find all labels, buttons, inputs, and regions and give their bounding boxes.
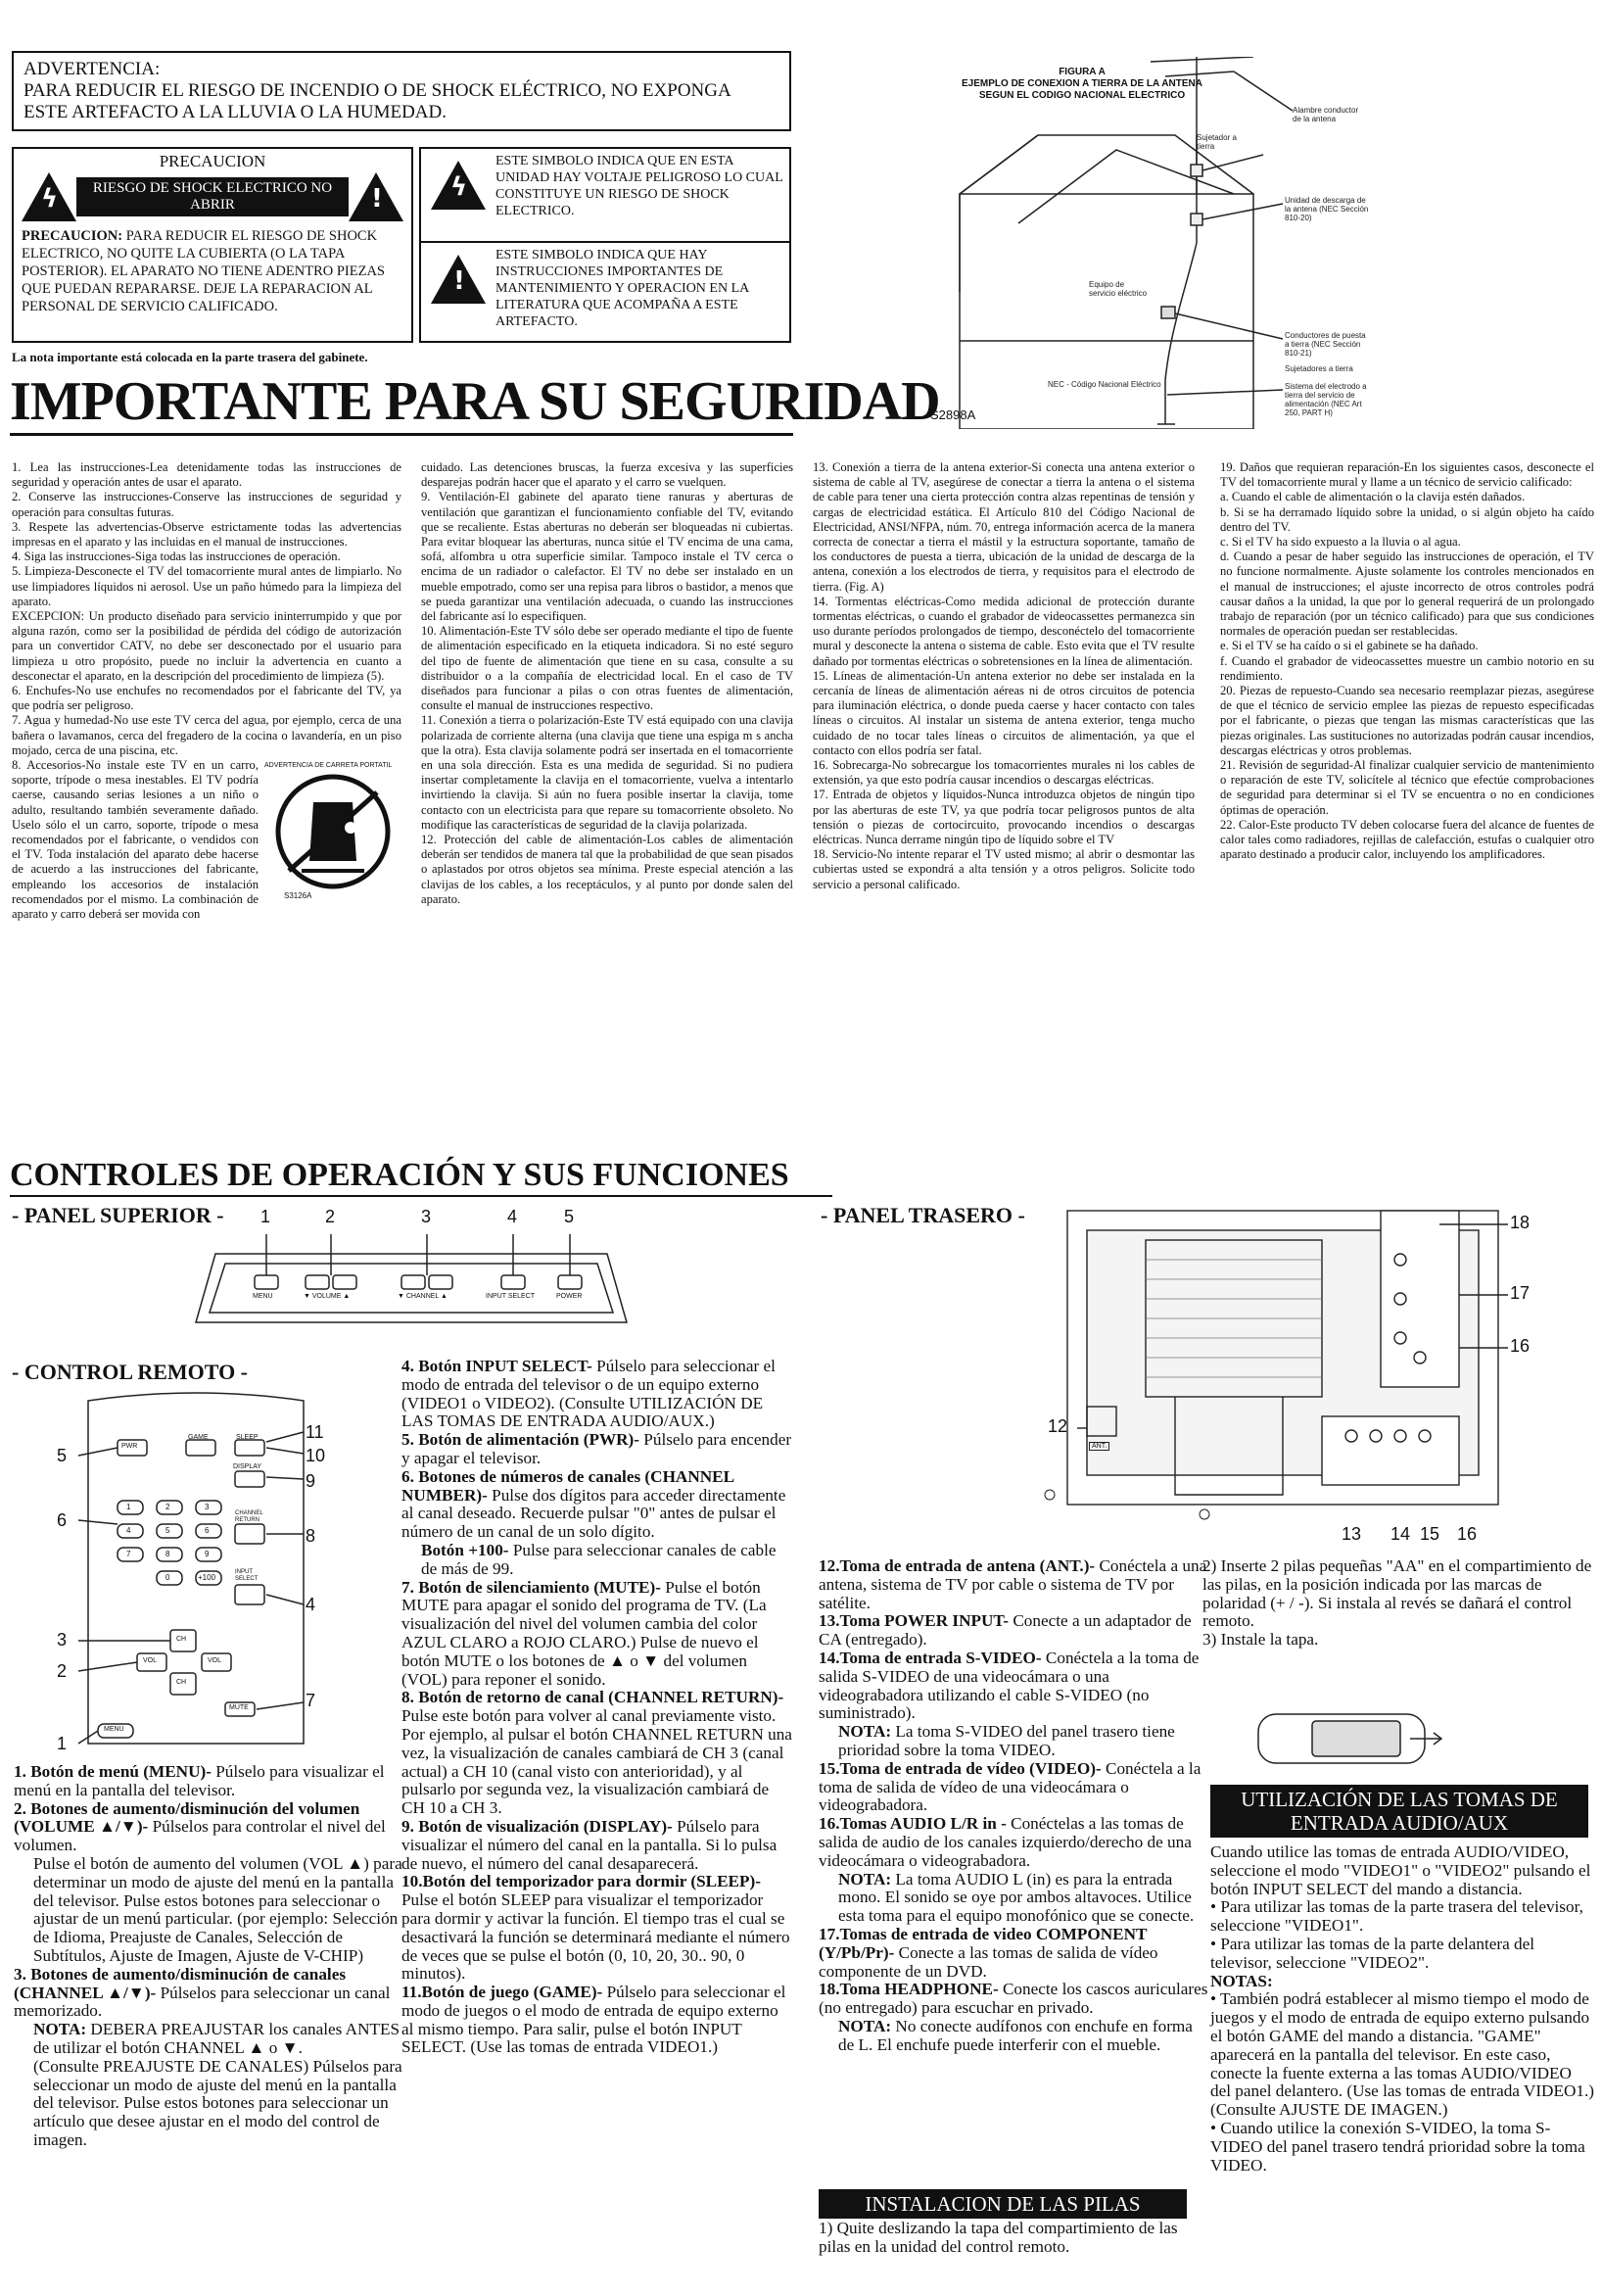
precaution-banner-row: [22, 172, 403, 221]
list-item: 12.Toma de entrada de antena (ANT.)- Conéctela a una antena, sistema de TV por cable o sistema de TV por satélite.: [819, 1556, 1207, 1612]
rear-callout-14: 14: [1390, 1524, 1411, 1544]
list-item: 11.Botón de juego (GAME)- Púlselo para seleccionar el modo de juegos o el modo de entrada de equipo externo al mismo tiempo. Para salir, pulse el botón INPUT SELECT. (Use las tomas de entrada VIDEO1.): [401, 1983, 786, 2057]
safety-item: cuidado. Las detenciones bruscas, la fuerza excesiva y las superficies desparejas podrán hacer que el aparato y el carro se vuelquen.: [421, 460, 793, 490]
safety-item: 2. Conserve las instrucciones-Conserve las instrucciones de seguridad y operación para consultas futuras.: [12, 490, 401, 519]
precaution-banner: RIESGO DE SHOCK ELECTRICO NO ABRIR: [76, 177, 349, 216]
remote-btn-pwr[interactable]: PWR: [121, 1443, 138, 1450]
battery-install-heading: INSTALACION DE LAS PILAS: [819, 2189, 1187, 2219]
battery-cover-drawing: [1253, 1709, 1449, 1768]
warning-line-1: PARA REDUCIR EL RIESGO DE INCENDIO O DE SHOCK ELÉCTRICO, NO EXPONGA: [24, 80, 731, 101]
list-item: 2. Botones de aumento/disminución del volumen (VOLUME ▲/▼)- Púlselos para controlar el nivel del volumen.: [14, 1798, 386, 1855]
av-note-1: • También podrá establecer al mismo tiempo el modo de juegos y el modo de entrada de equipo externo pulsando el botón GAME del mando a distancia. "GAME" aparecerá en la pantalla del televisor. En este caso, conecte la fuente externa a las tomas AUDIO/VIDEO del panel delantero. (Use las tomas de entrada VIDEO1.) (Consulte AJUSTE DE IMAGEN.): [1210, 1989, 1594, 2120]
cart-warning-code: S3126A: [284, 890, 312, 900]
exclamation-symbol-icon: !: [431, 255, 486, 304]
figure-caption-line2: EJEMPLO DE CONEXION A TIERRA DE LA ANTENA: [962, 78, 1202, 89]
remote-diagram: [39, 1391, 362, 1753]
safety-item: EXCEPCION: Un producto diseñado para servicio ininterrumpido y que por alguna razón, como ser la posibilidad de pérdida del código de autorización para un convertidor CATV, no debe ser desconectado por el usuario para limpieza u otro propósito, puede no incluir la advertencia en cuanto a desconectar el aparato, en la descripción del procedimiento de limpieza (5).: [12, 609, 401, 683]
label-grounding-conductors: Conductores de puesta a tierra (NEC Sección 810-21): [1285, 331, 1366, 358]
remote-callout-3: 3: [57, 1630, 68, 1650]
remote-callout-9: 9: [306, 1471, 316, 1491]
remote-functions-list-b: [401, 1358, 793, 2057]
list-item: NOTA: La toma S-VIDEO del panel trasero tiene prioridad sobre la toma VIDEO.: [838, 1722, 1175, 1759]
remote-callout-4: 4: [306, 1595, 316, 1614]
list-item: Botón +100- Pulse para seleccionar canales de cable de más de 99.: [421, 1540, 777, 1578]
list-item: 15.Toma de entrada de vídeo (VIDEO)- Conéctela a la toma de salida de vídeo de una videocámara o videograbadora.: [819, 1758, 1202, 1815]
top-panel-label-input: INPUT SELECT: [486, 1293, 536, 1300]
safety-item: 14. Tormentas eléctricas-Como medida adicional de protección durante tormentas eléctricas, o cuando el grabador de videocassettes permanezca sin uso durante períodos prolongados de tiempo, desconéctelo del tomacorriente mural y desconecte la antena o sistema de cable. Esto evita que el TV resulte dañado por tormentas eléctricas o sobretensiones en la línea de alimentación.: [813, 594, 1195, 668]
cart-tipping-icon: [274, 773, 392, 890]
remote-callout-5: 5: [57, 1446, 68, 1465]
top-panel-number-4: 4: [507, 1207, 518, 1226]
precaution-title: PRECAUCION: [159, 152, 266, 170]
list-item: 14.Toma de entrada S-VIDEO- Conéctela a la toma de salida S-VIDEO de una videocámara o una videograbadora utilizando el cable S-VIDEO (no suministrado).: [819, 1648, 1200, 1723]
safety-item: 6. Enchufes-No use enchufes no recomendados por el fabricante del TV, ya que podría ser peligroso.: [12, 684, 401, 713]
top-panel-diagram: [186, 1195, 636, 1332]
top-panel-number-1: 1: [260, 1207, 271, 1226]
top-panel-number-3: 3: [421, 1207, 432, 1226]
lightning-symbol-icon: ϟ: [431, 161, 486, 210]
remote-callout-10: 10: [306, 1446, 326, 1465]
safety-item: 22. Calor-Este producto TV deben colocarse fuera del alcance de fuentes de calor tales como radiadores, rejillas de calefacción, estufas o cualquier otro aparato destinado a producir calor, incluyendo los amplificadores.: [1220, 817, 1594, 862]
remote-btn-8[interactable]: 8: [165, 1550, 170, 1558]
list-item: NOTA: No conecte audífonos con enchufe en forma de L. El enchufe puede interferir con el mueble.: [838, 2016, 1193, 2054]
safety-item: 9. Ventilación-El gabinete del aparato tiene ranuras y aberturas de ventilación que garantizan el funcionamiento confiable del TV, evitando que se recaliente. Estas aberturas no deberán ser bloqueadas ni cubiertas. Para evitar bloquear las aberturas, nunca sitúe el TV encima de una cama, sofá, alfombra u otra superficie similar. Tampoco instale el TV cerca o encima de un radiador o calefactor. El TV no debe ser instalado en un mueble empotrado, como ser una repisa para libros o bastidor, a menos que se pueda garantizar una ventilación adecuada, o cuando las instrucciones del fabricante así lo especifiquen.: [421, 490, 793, 624]
rear-callout-17: 17: [1510, 1283, 1531, 1303]
rear-callout-16: 16: [1510, 1336, 1531, 1356]
safety-item: e. Si el TV se ha caído o si el gabinete se ha dañado.: [1220, 639, 1479, 653]
list-item: 6. Botones de números de canales (CHANNEL NUMBER)- Pulse dos dígitos para acceder directamente al canal deseado. Recuerde pulsar "0" antes de pulsar el número de un canal de un solo dígito.: [401, 1466, 786, 1542]
remote-callout-1: 1: [57, 1734, 68, 1753]
remote-btn-sleep[interactable]: SLEEP: [236, 1434, 259, 1441]
list-item: 9. Botón de visualización (DISPLAY)- Púlselo para visualizar el número del canal en la pantalla. Si lo pulsa de nuevo, el número del canal desaparecerá.: [401, 1816, 777, 1873]
safety-column-4: [1220, 460, 1594, 862]
remote-btn-7[interactable]: 7: [126, 1550, 131, 1558]
safety-item: 12. Protección del cable de alimentación-Los cables de alimentación deberán ser tendidos de manera tal que la probabilidad de que sean pisados o aplastados por otros objetos sea mínima. Preste especial atención a las clavijas de los cables, a los receptáculos, y al punto por donde salen del aparato.: [421, 833, 793, 906]
list-item: NOTA: DEBERA PREAJUSTAR los canales ANTES de utilizar el botón CHANNEL ▲ o ▼.: [33, 2020, 400, 2057]
safety-item: 5. Limpieza-Desconecte el TV del tomacorriente mural antes de limpiarlo. No use limpiadores líquidos ni aerosol. Use un paño húmedo para la limpieza del aparato.: [12, 564, 401, 608]
figure-code: S2898A: [930, 407, 976, 422]
cart-warning-figure: [264, 758, 401, 905]
symbol-explanations: [419, 147, 791, 343]
remote-btn-mute[interactable]: MUTE: [229, 1704, 249, 1711]
list-item: 13.Toma POWER INPUT- Conecte a un adaptador de CA (entregado).: [819, 1611, 1192, 1650]
safety-item: 4. Siga las instrucciones-Siga todas las instrucciones de operación.: [12, 550, 341, 564]
list-item: 1. Botón de menú (MENU)- Púlselo para visualizar el menú en la pantalla del televisor.: [14, 1762, 385, 1799]
controls-title: CONTROLES DE OPERACIÓN Y SUS FUNCIONES: [10, 1157, 789, 1193]
safety-item: 17. Entrada de objetos y líquidos-Nunca introduzca objetos de ningún tipo por las aberturas de este TV, ya que podría tocar peligrosos puntos de alta tensión o piezas de cortocircuito, provocando incendios o descargas eléctricas. Nunca derrame ningún tipo de líquido sobre el TV: [813, 788, 1195, 847]
label-electrode-system: Sistema del electrodo a tierra del servicio de alimentación (NEC Art 250, PART H): [1285, 382, 1367, 417]
remote-btn-6[interactable]: 6: [205, 1526, 210, 1535]
safety-item: f. Cuando el grabador de videocassettes muestre un cambio notorio en su rendimiento.: [1220, 653, 1594, 683]
precaution-box: [12, 147, 413, 343]
warning-title: ADVERTENCIA:: [24, 59, 161, 79]
remote-btn-9[interactable]: 9: [205, 1550, 210, 1558]
remote-callout-11: 11: [306, 1422, 324, 1442]
cart-paragraph-wrap: [12, 758, 401, 922]
remote-btn-vol-down[interactable]: VOL: [143, 1657, 158, 1664]
remote-callout-7: 7: [306, 1691, 316, 1710]
battery-cover-figure: [1253, 1709, 1449, 1768]
precaution-lead: PRECAUCION:: [22, 228, 123, 244]
safety-item: 21. Revisión de seguridad-Al finalizar cualquier servicio de mantenimiento o reparación de este TV, solicítele al técnico que efectúe comprobaciones de seguridad para determinar si el TV se encuentra o no en condiciones óptimas de operación.: [1220, 758, 1594, 817]
av-notes-title: NOTAS:: [1210, 1971, 1273, 1990]
precaution-text: [22, 227, 403, 315]
warning-line-2: ESTE ARTEFACTO A LA LLUVIA O LA HUMEDAD.: [24, 102, 447, 122]
top-panel-number-2: 2: [325, 1207, 336, 1226]
list-item: 10.Botón del temporizador para dormir (SLEEP)- Pulse el botón SLEEP para visualizar el temporizador para dormir y activar la función. El tiempo tras el cual se desactivará la función se determinará mediante el número de veces que se pulse el botón (0, 10, 20, 30.. 90, 0 minutos).: [401, 1872, 790, 1984]
remote-btn-1[interactable]: 1: [126, 1503, 131, 1511]
rear-callout-15: 15: [1420, 1524, 1440, 1544]
remote-btn-0[interactable]: 0: [165, 1573, 170, 1582]
safety-item: 15. Líneas de alimentación-Un antena exterior no debe ser instalada en la cercanía de líneas de alimentación aéreas ni de otros circuitos de potencia para iluminación eléctrica, o donde pueda caerse y hacer contacto con tales líneas o circuitos. Al instalar un sistema de antena exterior, tenga mucho cuidado de no tocar tales líneas o circuitos de alimentación, ya que el contacto con ellos podría ser fatal.: [813, 668, 1195, 757]
remote-btn-3[interactable]: 3: [205, 1503, 210, 1511]
cart-warning-label: ADVERTENCIA DE CARRETA PORTATIL: [264, 762, 393, 770]
safety-item: d. Cuando a pesar de haber seguido las instrucciones de operación, el TV no funcione normalmente. Ajuste solamente los controles mencionados en el manual de instrucciones; el ajuste incorrecto de otros controles podrá causar daños a la unidad, la que por lo general requerirá de un prolongado trabajo de reparación (por un técnico calificado) para que sus condiciones normales de operación puedan ser restablecidas.: [1220, 550, 1594, 639]
remote-btn-input-select[interactable]: INPUT SELECT: [235, 1569, 259, 1582]
safety-item: 10. Alimentación-Este TV sólo debe ser operado mediante el tipo de fuente de alimentación especificado en la etiqueta indicadora. Si no esté seguro del tipo de fuente de alimentación que tiene en su casa, consulte a su distribuidor o a la compañía de electricidad local. En el caso de TV diseñados para funcionar a pilas o con otras fuentes de alimentación, consulte el manual de instrucciones respectivo.: [421, 624, 793, 713]
rear-callout-16b: 16: [1457, 1524, 1478, 1544]
safety-item: 8. Accesorios-No instale este TV en un carro, soporte, trípode o mesa inestables. El TV podría caerse, causando serias lesiones a un niño o adulto, resultando también severamente dañado. Uselo sólo el un carro, soporte, trípode o mesa recomendados por el fabricante, o vendidos con el TV. Toda instalación del aparato debe hacerse de acuerdo a las instrucciones del fabricante, empleando los accesorios de instalación recomendados por el mismo. La combinación de aparato y carro deberá ser movida con: [12, 758, 259, 922]
rear-panel-list: [819, 1557, 1210, 2055]
av-input-heading: UTILIZACIÓN DE LAS TOMAS DE ENTRADA AUDIO/AUX: [1210, 1785, 1588, 1838]
exclamation-symbol-row: [421, 243, 789, 334]
remote-functions-list-a: [14, 1763, 405, 2150]
lightning-symbol-text: ESTE SIMBOLO INDICA QUE EN ESTA UNIDAD HAY VOLTAJE PELIGROSO LO CUAL CONSTITUYE UN RIESGO DE SHOCK ELECTRICO.: [495, 154, 783, 218]
safety-column-3: [813, 460, 1195, 892]
list-item: 16.Tomas AUDIO L/R in - Conéctelas a las tomas de salida de audio de los canales izquierdo/derecho de una videocámara o videograbadora.: [819, 1814, 1192, 1870]
cabinet-note: La nota importante está colocada en la parte trasera del gabinete.: [12, 350, 368, 364]
safety-title: IMPORTANTE PARA SU SEGURIDAD: [10, 371, 940, 432]
list-item: (Consulte PREAJUSTE DE CANALES) Púlselos para seleccionar un modo de ajuste del menú en la pantalla del televisor. Pulse estos botones para seleccionar un artículo que desee ajustar en el modo del control de imagen.: [33, 2056, 402, 2149]
av-input-text: [1210, 1843, 1594, 2175]
label-antenna-wire: Alambre conductor de la antena: [1293, 106, 1359, 123]
safety-item: a. Cuando el cable de alimentación o la clavija estén dañados.: [1220, 490, 1526, 504]
label-nec: NEC - Código Nacional Eléctrico: [1048, 380, 1161, 389]
safety-item: 20. Piezas de repuesto-Cuando sea necesario reemplazar piezas, asegúrese de que el técnico de servicio emplee las piezas de repuesto especificadas por el fabricante, o piezas que tengan las mismas características que las piezas originales. Las sustituciones no autorizadas podrán causar incendios, descargas eléctricas y otros problemas.: [1220, 684, 1594, 757]
top-panel-label-channel: ▼ CHANNEL ▲: [398, 1293, 448, 1300]
list-item: NOTA: La toma AUDIO L (in) es para la entrada mono. El sonido se oye por ambos altavoces. Utilice esta toma para el equipo monofónico que se conecte.: [838, 1869, 1195, 1926]
rear-panel-drawing: [1028, 1201, 1577, 1554]
safety-item: 18. Servicio-No intente reparar el TV usted mismo; al abrir o desmontar las cubiertas usted se expondrá a alta tensión y a otros peligros. Solicite todo servicio a personal calificado.: [813, 847, 1195, 891]
safety-item: 13. Conexión a tierra de la antena exterior-Si conecta una antena exterior o sistema de cable al TV, asegúrese de conectar a tierra la antena o el sistema de cable para tener una cierta protección contra alzas repentinas de tensión y cargas de electricidad estática. El Artículo 810 del Código Nacional de Electricidad, ANSI/NFPA, núm. 70, entrega información acerca de la manera correcta de conectar a tierra el mástil y la estructura soportante, tamaño de los conductores de puesta a tierra, ubicación de la unidad de descarga de la antena, conexión a los electrodos de tierra, y requisitos para el electrodo de tierra. (Fig. A): [813, 460, 1195, 594]
label-discharge-unit: Unidad de descarga de la antena (NEC Sección 810-20): [1285, 196, 1369, 222]
remote-btn-display[interactable]: DISPLAY: [233, 1463, 262, 1470]
safety-column-2: [421, 460, 793, 907]
lightning-warning-icon: ϟ: [22, 172, 76, 221]
remote-btn-vol-up[interactable]: VOL: [208, 1657, 222, 1664]
list-item: 17.Tomas de entrada de video COMPONENT (Y/Pb/Pr)- Conecte a las tomas de salida de vídeo componente de un DVD.: [819, 1924, 1158, 1981]
section-rear-panel: - PANEL TRASERO -: [821, 1203, 1025, 1227]
top-panel-label-power: POWER: [556, 1293, 583, 1300]
safety-item: 3. Respete las advertencias-Observe estrictamente todas las advertencias impresas en el aparato y las incluidas en el manual de instrucciones.: [12, 519, 401, 550]
top-panel-label-volume: ▼ VOLUME ▲: [304, 1293, 351, 1300]
figure-caption-title: FIGURA A: [1059, 67, 1106, 77]
remote-btn-menu[interactable]: MENU: [104, 1726, 124, 1733]
list-item: 3) Instale la tapa.: [1202, 1630, 1319, 1650]
exclamation-symbol-text: ESTE SIMBOLO INDICA QUE HAY INSTRUCCIONES IMPORTANTES DE MANTENIMIENTO Y OPERACION EN LA LITERATURA QUE ACOMPAÑA A ESTE ARTEFACTO.: [495, 248, 749, 329]
safety-item: 7. Agua y humedad-No use este TV cerca del agua, por ejemplo, cerca de una bañera o lavamanos, cerca del fregadero de la cocina o lavandería, en un piso mojado, cerca de una piscina, etc.: [12, 713, 401, 757]
remote-btn-ch-down[interactable]: CH: [176, 1679, 187, 1686]
label-ground-clamp: Sujetador a tierra: [1197, 133, 1237, 151]
section-remote: - CONTROL REMOTO -: [12, 1360, 249, 1384]
remote-btn-plus100[interactable]: +100: [198, 1573, 216, 1582]
safety-column-1: [12, 460, 401, 922]
remote-btn-5[interactable]: 5: [165, 1526, 170, 1535]
battery-steps: [1202, 1557, 1594, 1650]
av-bullet-2: • Para utilizar las tomas de la parte delantera del televisor, seleccione "VIDEO2".: [1210, 1934, 1535, 1972]
rear-panel-diagram: [1028, 1201, 1577, 1554]
list-item: 18.Toma HEADPHONE- Conecte los cascos auriculares (no entregado) para escuchar en privado.: [819, 1980, 1208, 2018]
top-panel-label-menu: MENU: [253, 1293, 273, 1300]
list-item: 3. Botones de aumento/disminución de canales (CHANNEL ▲/▼)- Púlselos para seleccionar un canal memorizado.: [14, 1964, 391, 2021]
label-ground-clamps: Sujetadores a tierra: [1285, 364, 1353, 373]
list-item: 7. Botón de silenciamiento (MUTE)- Pulse el botón MUTE para apagar el sonido del programa de TV. (La visualización del nivel del volumen cambia del color AZUL CLARO a ROJO CLARO.) Pulse de nuevo el botón MUTE o los botones de ▲ o ▼ del volumen (VOL) para reponer el sonido.: [401, 1577, 767, 1689]
safety-item: 19. Daños que requieran reparación-En los siguientes casos, desconecte el TV del tomacorriente mural y llame a un técnico de servicio calificado:: [1220, 460, 1594, 490]
remote-callout-2: 2: [57, 1661, 68, 1681]
battery-step-1: 1) Quite deslizando la tapa del compartimiento de las pilas en la unidad del control remoto.: [819, 2219, 1178, 2256]
list-item: Pulse el botón de aumento del volumen (VOL ▲) para determinar un modo de ajuste del menú en la pantalla del televisor. Pulse estos botones para seleccionar o ajustar de un menú particular. (por ejemplo: Selección de Idioma, Preajuste de Canales, Selección de Subtítulos, Ajuste de Imagen, Ajuste de V-CHIP): [33, 1853, 402, 1965]
lightning-symbol-row: [421, 149, 789, 243]
rear-callout-12: 12: [1048, 1416, 1068, 1436]
av-bullet-1: • Para utilizar las tomas de la parte trasera del televisor, seleccione "VIDEO1".: [1210, 1897, 1583, 1936]
top-panel-number-5: 5: [564, 1207, 575, 1226]
precaution-body: PARA REDUCIR EL RIESGO DE SHOCK ELECTRICO, NO QUITE LA CUBIERTA (O LA TAPA POSTERIOR). EL APARATO NO TIENE ADENTRO PIEZAS QUE PUEDAN REPARARSE. DEJE LA REPARACION AL PERSONAL DE SERVICIO CALIFICADO.: [22, 228, 385, 314]
remote-callout-8: 8: [306, 1526, 316, 1546]
av-note-2: • Cuando utilice la conexión S-VIDEO, la toma S-VIDEO del panel trasero tendrá prioridad sobre la toma VIDEO.: [1210, 2118, 1585, 2175]
list-item: 8. Botón de retorno de canal (CHANNEL RETURN)- Pulse este botón para volver al canal previamente visto. Por ejemplo, al pulsar el botón CHANNEL RETURN una vez, la visualización de canales cambiará de CH 3 (canal actual) a CH 10 (canal visto con anterioridad), y al pulsarlo por segunda vez, la visualización cambiará de CH 10 a CH 3.: [401, 1688, 792, 1818]
safety-item: 11. Conexión a tierra o polarización-Este TV está equipado con una clavija polarizada de corriente alterna (una clavija que tiene una espiga m s ancha que la otra). Esta clavija solamente podrá ser insertada en el tomacorriente en una sola dirección. Esta es una medida de seguridad. Si no pudiera insertar completamente la clavija en el tomacorriente, vuelva a intentarlo invirtiendo la clavija. Si aún no fuera posible insertar la clavija, tome contacto con un electricista para que repare su tomacorriente obsoleto. No modifique las características de seguridad de la clavija polarizada.: [421, 713, 793, 832]
safety-title-rule: [10, 433, 793, 436]
exclamation-warning-icon: !: [349, 172, 403, 221]
remote-callout-6: 6: [57, 1510, 68, 1530]
remote-btn-game[interactable]: GAME: [188, 1434, 209, 1441]
list-item: 2) Inserte 2 pilas pequeñas "AA" en el compartimiento de las pilas, en la posición indicada por las marcas de polaridad (+ / -). Si instala al revés se dañará el control remoto.: [1202, 1556, 1592, 1631]
remote-btn-4[interactable]: 4: [126, 1526, 131, 1535]
remote-btn-channel-return[interactable]: CHANNEL RETURN: [235, 1510, 263, 1523]
rear-callout-18: 18: [1510, 1213, 1531, 1232]
remote-btn-2[interactable]: 2: [165, 1503, 170, 1511]
safety-item: 16. Sobrecarga-No sobrecargue los tomacorrientes murales ni los cables de extensión, ya que esto podría causar incendios o descargas eléctricas.: [813, 758, 1195, 788]
rear-callout-13: 13: [1342, 1524, 1362, 1544]
remote-btn-ch-up[interactable]: CH: [176, 1636, 187, 1643]
safety-item: c. Si el TV ha sido expuesto a la lluvia o al agua.: [1220, 535, 1461, 550]
figure-caption-line3: SEGUN EL CODIGO NACIONAL ELECTRICO: [978, 90, 1186, 101]
safety-item: 1. Lea las instrucciones-Lea detenidamente todas las instrucciones de seguridad y operación antes de usar el aparato.: [12, 460, 401, 490]
list-item: 4. Botón INPUT SELECT- Púlselo para seleccionar el modo de entrada del televisor o de un equipo externo (VIDEO1 o VIDEO2). (Consulte UTILIZACIÓN DE LAS TOMAS DE ENTRADA AUDIO/AUX.): [401, 1357, 776, 1431]
section-top-panel: - PANEL SUPERIOR -: [12, 1203, 224, 1227]
rear-ant-label: ANT.: [1089, 1442, 1109, 1451]
warning-box: [12, 51, 791, 131]
list-item: 5. Botón de alimentación (PWR)- Púlselo para encender y apagar el televisor.: [401, 1430, 792, 1467]
label-service-equipment: Equipo de servicio eléctrico: [1089, 280, 1148, 298]
safety-item: b. Si se ha derramado líquido sobre la unidad, o si algún objeto ha caído dentro del TV.: [1220, 504, 1594, 534]
av-intro: Cuando utilice las tomas de entrada AUDIO/VIDEO, seleccione el modo "VIDEO1" o "VIDEO2" pulsando el botón INPUT SELECT del mando a distancia.: [1210, 1842, 1591, 1898]
antenna-grounding-figure: [930, 57, 1371, 429]
